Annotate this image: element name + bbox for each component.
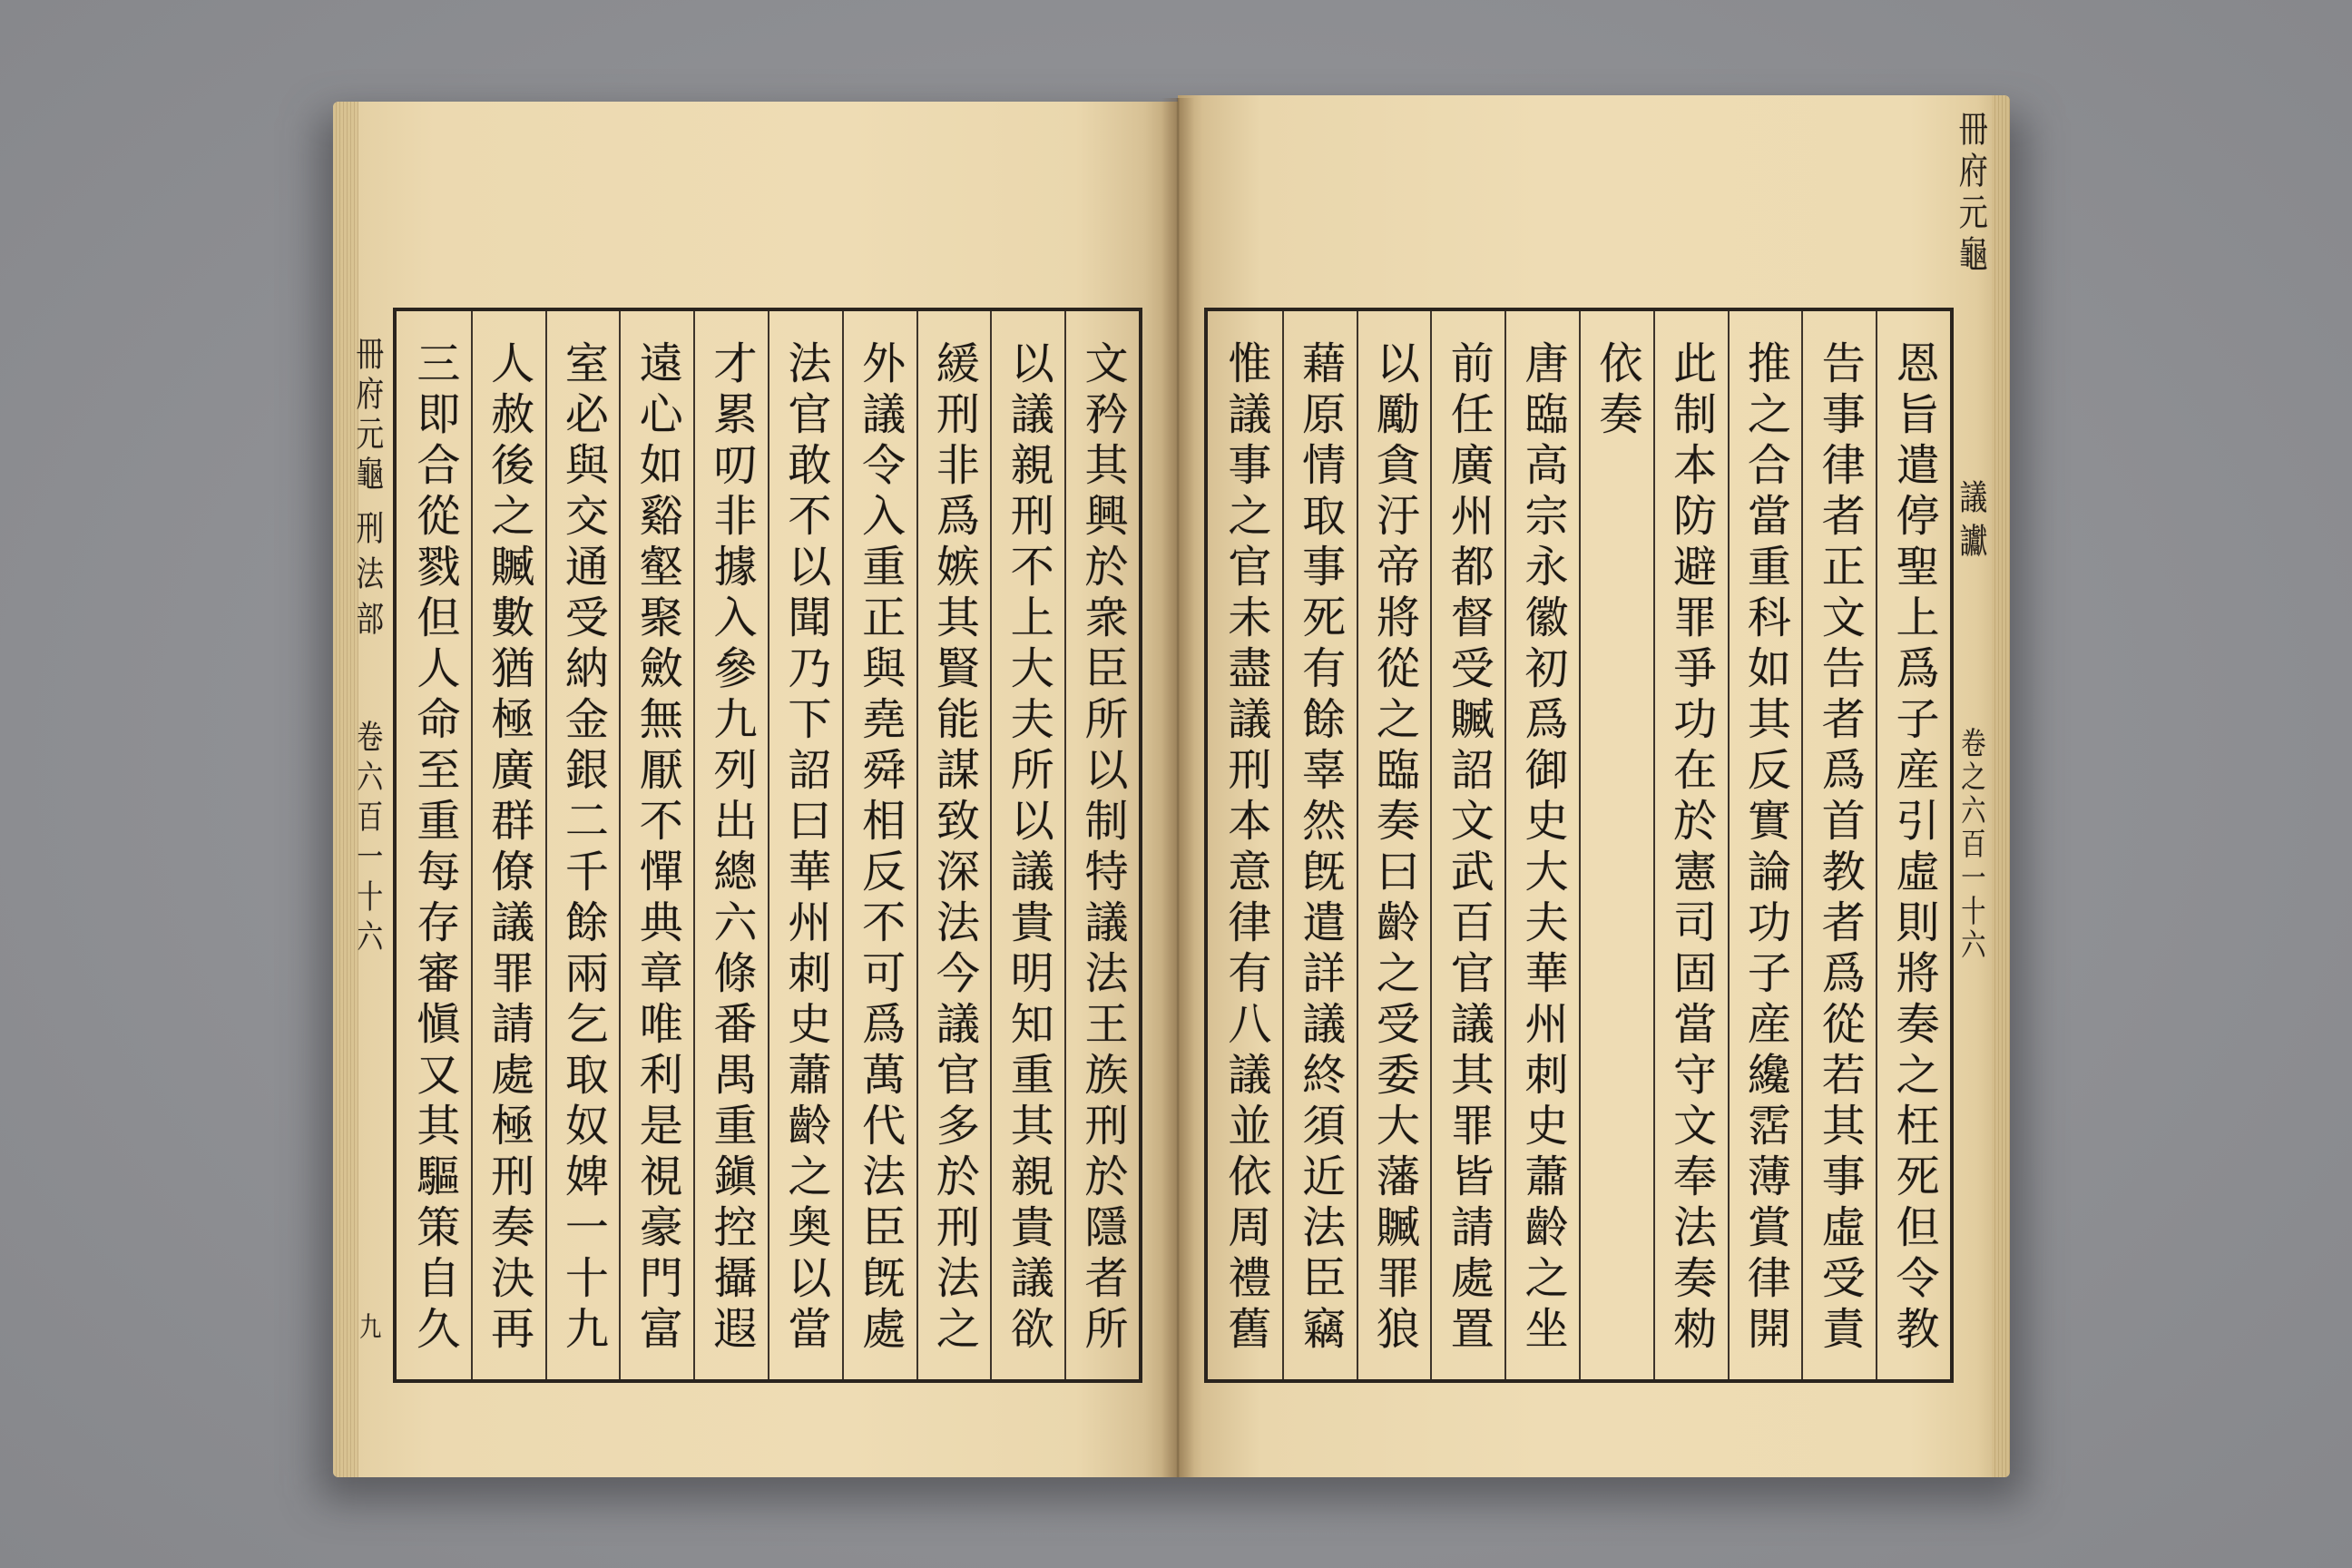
text-column: 推之合當重科如其反實論功子産纔霑薄賞律開 — [1728, 311, 1802, 1379]
text-column: 告事律者正文告者爲首教者爲從若其事虛受責 — [1801, 311, 1876, 1379]
text-column: 前任廣州都督受贓詔文武百官議其罪皆請處置 — [1430, 311, 1504, 1379]
fold-title: 冊府元龜 — [1954, 110, 1988, 277]
fold-volume: 卷六百一十六 — [353, 720, 383, 959]
fold-volume: 卷之六百一十六 — [1956, 727, 1985, 962]
text-column: 文矜其興於衆臣所以制特議法王族刑於隱者所 — [1064, 311, 1139, 1379]
book-gutter — [1161, 98, 1194, 1477]
left-text-block — [393, 308, 1142, 1383]
text-column: 以議親刑不上大夫所以議貴明知重其親貴議欲 — [990, 311, 1064, 1379]
left-page — [333, 102, 1178, 1477]
text-column: 三即合從戮但人命至重每存審愼又其驅策自久 — [408, 340, 460, 1357]
right-page — [1178, 95, 2010, 1477]
fold-title: 冊府元龜 — [351, 336, 384, 495]
text-column: 遠心如谿壑聚斂無厭不憚典章唯利是視豪門富 — [619, 311, 693, 1379]
text-column: 藉原情取事死有餘辜然旣遣詳議終須近法臣竊 — [1282, 311, 1357, 1379]
text-column: 唐臨高宗永徽初爲御史大夫華州刺史蕭齡之坐 — [1504, 311, 1579, 1379]
text-column: 此制本防避罪爭功在於憲司固當守文奉法奏勑 — [1653, 311, 1728, 1379]
text-column: 外議令入重正與堯舜相反不可爲萬代法臣旣處 — [842, 311, 916, 1379]
text-column: 人赦後之贓數猶極廣群僚議罪請處極刑奏決再 — [471, 311, 545, 1379]
text-column: 才累叨非據入參九列出總六條番禺重鎭控攝遐 — [693, 311, 768, 1379]
text-column: 室必與交通受納金銀二千餘兩乞取奴婢一十九 — [545, 311, 620, 1379]
text-column: 依奏 — [1579, 311, 1653, 1379]
text-column: 恩旨遣停聖上爲子産引虛則將奏之枉死但令教 — [1876, 311, 1950, 1379]
page-edge-stack — [1992, 95, 2010, 1477]
text-column: 惟議事之官未盡議刑本意律有八議並依周禮舊 — [1220, 340, 1271, 1357]
text-column: 法官敢不以聞乃下詔曰華州刺史蕭齡之奥以當 — [768, 311, 842, 1379]
fold-section: 議讞 — [1955, 479, 1987, 566]
fold-page-number: 九 — [355, 1312, 381, 1339]
right-text-block — [1204, 308, 1954, 1383]
text-column: 以勵貪汙帝將從之臨奏曰齡之受委大藩贓罪狼 — [1357, 311, 1431, 1379]
fold-section: 刑法部 — [351, 510, 384, 646]
text-column: 緩刑非爲嫉其賢能謀致深法今議官多於刑法之 — [916, 311, 991, 1379]
